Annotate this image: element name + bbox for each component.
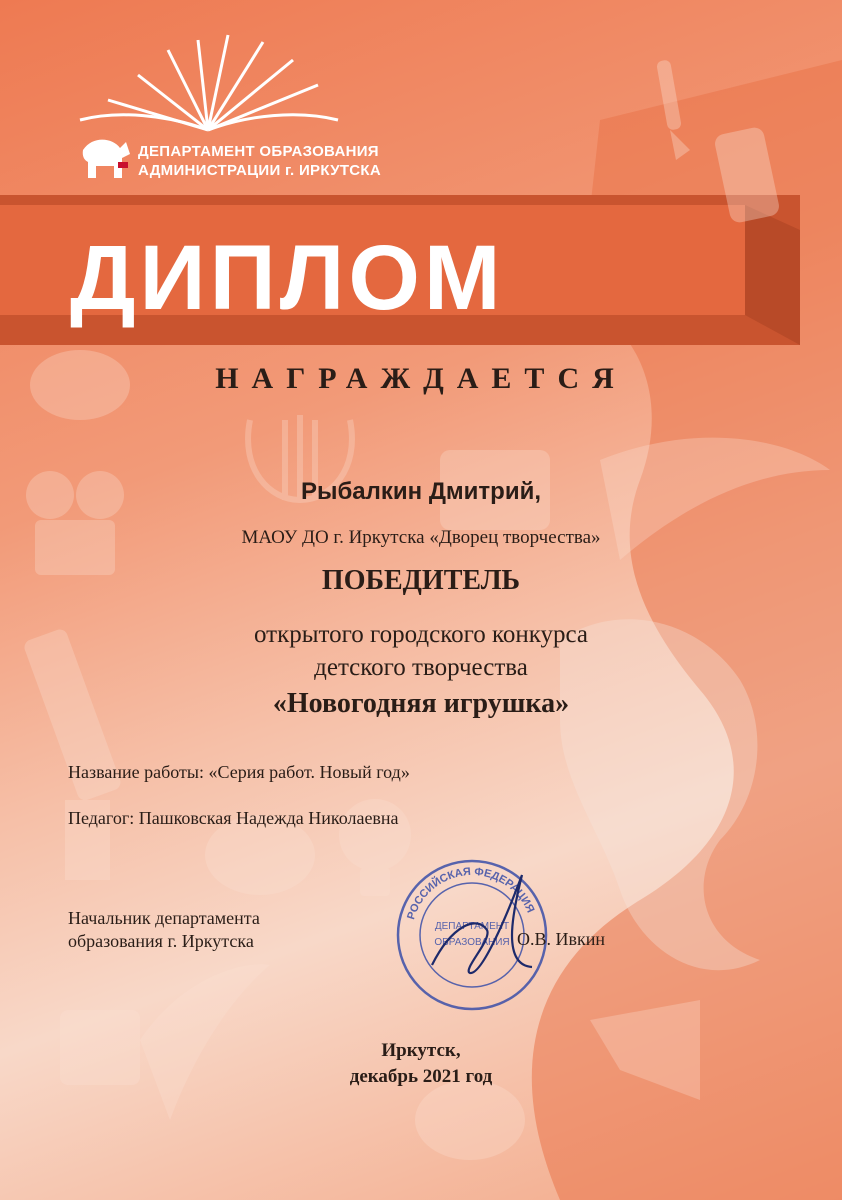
city: Иркутск, <box>381 1040 461 1061</box>
award-result: ПОБЕДИТЕЛЬ <box>321 565 521 596</box>
position-line-1: Начальник департамента <box>68 908 260 928</box>
department-name <box>138 142 381 180</box>
department-line-2: АДМИНИСТРАЦИИ г. ИРКУТСКА <box>138 162 382 179</box>
work-title: Название работы: «Серия работ. Новый год» <box>68 762 410 782</box>
irkutsk-babr-emblem-icon <box>83 140 130 178</box>
signatory-name: О.В. Ивкин <box>517 929 606 949</box>
open-book-icon <box>80 35 338 130</box>
contest-line-1: открытого городского конкурса <box>253 621 589 648</box>
contest-name: «Новогодняя игрушка» <box>272 688 570 719</box>
teacher-name: Педагог: Пашковская Надежда Николаевна <box>68 808 399 828</box>
stamp-inner-line-1: ДЕПАРТАМЕНТ <box>434 921 510 932</box>
awarded-heading: НАГРАЖДАЕТСЯ <box>215 362 627 395</box>
stamp-inner-line-2: ОБРАЗОВАНИЯ <box>434 937 510 948</box>
place-and-date <box>0 1038 842 1090</box>
signatory-position <box>68 907 260 953</box>
position-line-2: образования г. Иркутска <box>68 931 254 951</box>
contest-description <box>0 618 842 684</box>
stamp-outer-text: РОССИЙСКАЯ ФЕДЕРАЦИЯ <box>405 865 537 922</box>
department-line-1: ДЕПАРТАМЕНТ ОБРАЗОВАНИЯ <box>138 143 379 160</box>
diploma-title: ДИПЛОМ <box>70 227 505 329</box>
contest-line-2: детского творчества <box>314 654 528 681</box>
date: декабрь 2021 год <box>349 1066 493 1087</box>
recipient-organization: МАОУ ДО г. Иркутска «Дворец творчества» <box>241 527 601 548</box>
recipient-name: Рыбалкин Дмитрий, <box>300 478 542 505</box>
